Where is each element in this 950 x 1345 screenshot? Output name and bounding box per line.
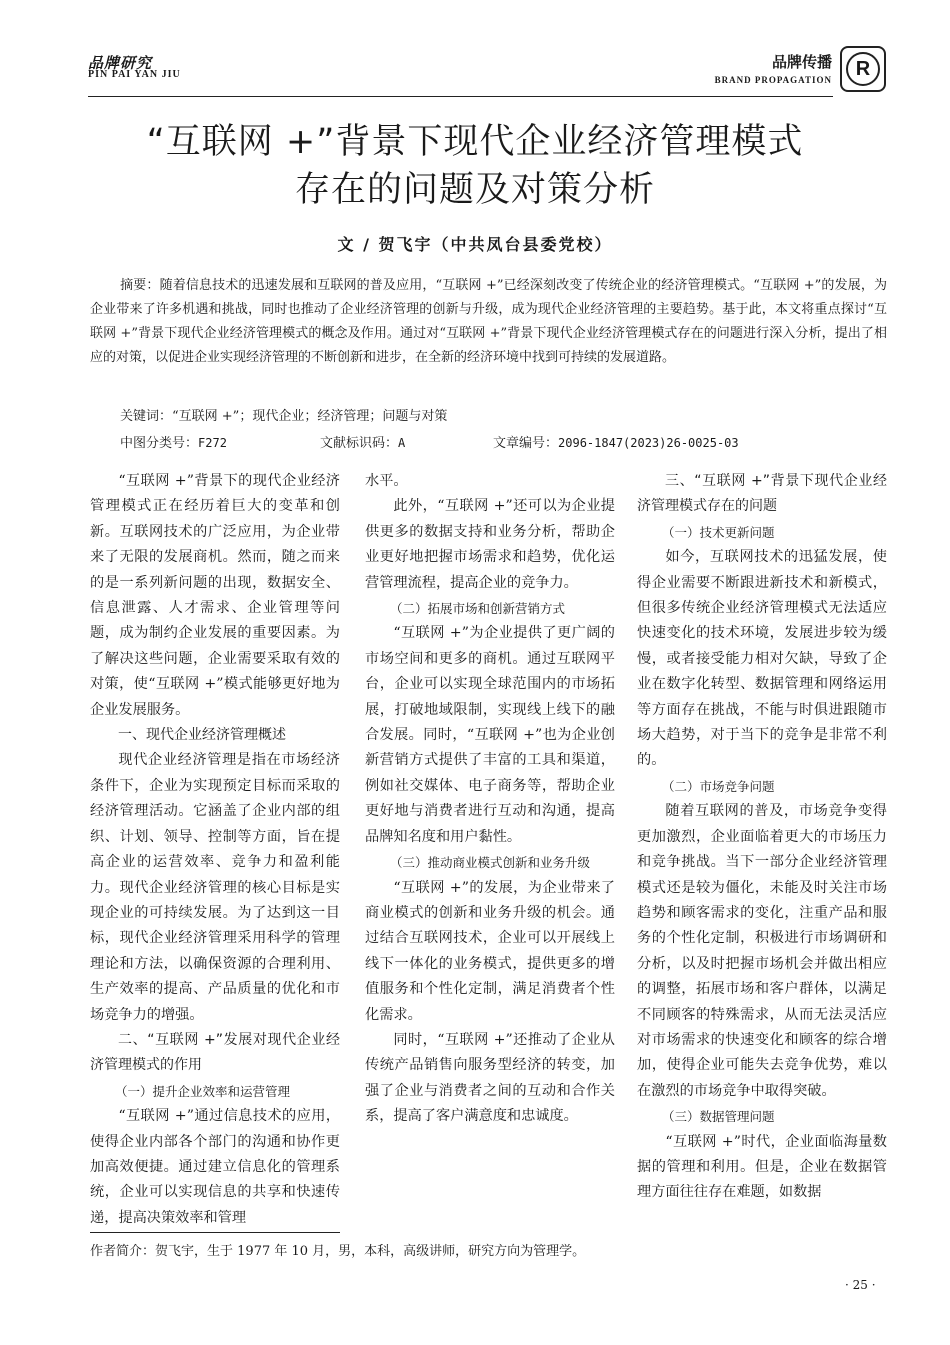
- subsection-heading: （二）市场竞争问题: [662, 778, 775, 794]
- footnote-rule: [90, 1232, 340, 1233]
- art-value: 2096-1847(2023)26-0025-03: [558, 436, 739, 450]
- art-label: 文章编号：: [493, 436, 559, 451]
- section-name-cn: 品牌传播: [771, 53, 832, 71]
- bio-text: 贺飞宇，生于 1977 年 10 月，男，本科，高级讲师，研究方向为管理学。: [155, 1244, 586, 1259]
- paragraph: 此外，“互联网 +”还可以为企业提供更多的数据支持和业务分析，帮助企业更好地把握市场需求和趋势，优化运营管理流程，提高企业的竞争力。: [365, 498, 615, 591]
- doc-label: 文献标识码：: [320, 436, 399, 451]
- section-heading: 二、“互联网 +”发展对现代企业经济管理模式的作用: [90, 1031, 340, 1074]
- subsection-heading: （一）提升企业效率和运营管理: [115, 1083, 291, 1099]
- subsection-heading: （一）技术更新问题: [662, 524, 775, 540]
- abstract: [90, 274, 887, 370]
- registered-logo-icon: [840, 46, 886, 92]
- author-line: 文 / 贺飞宇（中共凤台县委党校）: [337, 235, 613, 254]
- paragraph: 随着互联网的普及，市场竞争变得更加激烈，企业面临着更大的市场压力和竞争挑战。当下一部分企业经济管理模式还是较为僵化，未能及时关注市场趋势和顾客需求的变化，注重产品和服务的个性化定制，积极进行市场调研和分析，以及时把握市场机会并做出相应的调整，拓展市场和客户群体，以满足不同顾客的特殊需求，从而无法灵活应对市场需求的快速变化和顾客的综合增加，使得企业可能失去竞争优势，难以在激烈的市场竞争中取得突破。: [637, 803, 887, 1099]
- section-heading: 三、“互联网 +”背景下现代企业经济管理模式存在的问题: [637, 473, 887, 515]
- journal-name-cn: 品牌研究: [88, 54, 153, 72]
- page-number: · 25 ·: [845, 1278, 876, 1292]
- title-line-2: 存在的问题及对策分析: [294, 170, 655, 210]
- paragraph: “互联网 +”背景下的现代企业经济管理模式正在经历着巨大的变革和创新。互联网技术的广泛应用，为企业带来了无限的发展商机。然而，随之而来的是一系列新问题的出现，数据安全、信息泄露、人才需求、企业管理等问题，成为制约企业发展的重要因素。为了解决这些问题，企业需要采取有效的对策，使“互联网 +”模式能够更好地为企业发展服务。: [90, 473, 340, 718]
- clc-number: [120, 432, 227, 451]
- paragraph: 现代企业经济管理是指在市场经济条件下，企业为实现预定目标而采取的经济管理活动。它涵盖了企业内部的组织、计划、领导、控制等方面，旨在提高企业的运营效率、竞争力和盈利能力。现代企业经济管理的核心目标是实现企业的可持续发展。为了达到这一目标，现代企业经济管理采用科学的管理理论和方法，以确保资源的合理利用、生产效率的提高、产品质量的优化和市场竞争力的增强。: [90, 752, 340, 1023]
- column-2: [365, 469, 615, 1130]
- section-heading: 一、现代企业经济管理概述: [118, 727, 286, 744]
- keywords-text: “互联网 +”；现代企业；经济管理；问题与对策: [172, 409, 448, 424]
- header-rule: [88, 96, 833, 97]
- paragraph: 同时，“互联网 +”还推动了企业从传统产品销售向服务型经济的转变，加强了企业与消费者之间的互动和合作关系，提高了客户满意度和忠诚度。: [365, 1031, 615, 1125]
- column-3: [637, 469, 887, 1206]
- doc-code: [320, 432, 405, 451]
- paragraph: “互联网 +”的发展，为企业带来了商业模式的创新和业务升级的机会。通过结合互联网技术，企业可以开展线上线下一体化的业务模式，提供更多的增值服务和个性化定制，满足消费者个性化需求。: [365, 879, 615, 1023]
- article-number: [493, 432, 739, 451]
- paragraph: “互联网 +”为企业提供了更广阔的市场空间和更多的商机。通过互联网平台，企业可以实现全球范围内的市场拓展，打破地域限制，实现线上线下的融合发展。同时，“互联网 +”也为企业创新营销方式提供了丰富的工具和渠道，例如社交媒体、电子商务等，帮助企业更好地与消费者进行互动和沟通，提高品牌知名度和用户黏性。: [365, 625, 615, 845]
- section-name-en: BRAND PROPAGATION: [714, 75, 832, 85]
- paragraph: “互联网 +”通过信息技术的应用，使得企业内部各个部门的沟通和协作更加高效便捷。通过建立信息化的管理系统，企业可以实现信息的共享和快速传递，提高决策效率和管理: [90, 1108, 340, 1226]
- paragraph-continuation: 水平。: [365, 473, 408, 489]
- registered-mark: R: [846, 52, 880, 86]
- title-line-1: “互联网 +”背景下现代企业经济管理模式: [146, 122, 804, 162]
- abstract-label: 摘要：: [120, 278, 160, 293]
- keywords-label: 关键词：: [120, 409, 173, 424]
- keywords: [120, 405, 447, 424]
- subsection-heading: （三）推动商业模式创新和业务升级: [390, 855, 591, 871]
- column-1: [90, 469, 340, 1231]
- abstract-text: 随着信息技术的迅速发展和互联网的普及应用，“互联网 +”已经深刻改变了传统企业的经济管理模式。“互联网 +”的发展，为企业带来了许多机遇和挑战，同时也推动了企业经济管理的创新与升级，成为现代企业经济管理的主要趋势。基于此，本文将重点探讨“互联网 +”背景下现代企业经济管理模式的概念及作用。通过对“互联网 +”背景下现代企业经济管理模式存在的问题进行深入分析，提出了相应的对策，以促进企业实现经济管理的不断创新和进步，在全新的经济环境中找到可持续的发展道路。: [90, 278, 887, 365]
- doc-value: A: [398, 436, 406, 450]
- author-bio: [90, 1240, 585, 1259]
- paragraph: 如今，互联网技术的迅猛发展，使得企业需要不断跟进新技术和新模式，但很多传统企业经济管理模式无法适应快速变化的技术环境，发展进步较为缓慢，或者接受能力相对欠缺，导致了企业在数字化转型、数据管理和网络运用等方面存在挑战，不能与时俱进跟随市场大趋势，对于当下的竞争是非常不利的。: [637, 549, 887, 769]
- journal-name-en: PIN PAI YAN JIU: [88, 69, 181, 80]
- clc-value: F272: [198, 436, 227, 450]
- paragraph: “互联网 +”时代，企业面临海量数据的管理和利用。但是，企业在数据管理方面往往存在难题，如数据: [637, 1133, 887, 1201]
- subsection-heading: （二）拓展市场和创新营销方式: [390, 601, 566, 617]
- clc-label: 中图分类号：: [120, 436, 199, 451]
- bio-label: 作者简介：: [90, 1244, 156, 1259]
- subsection-heading: （三）数据管理问题: [662, 1109, 775, 1125]
